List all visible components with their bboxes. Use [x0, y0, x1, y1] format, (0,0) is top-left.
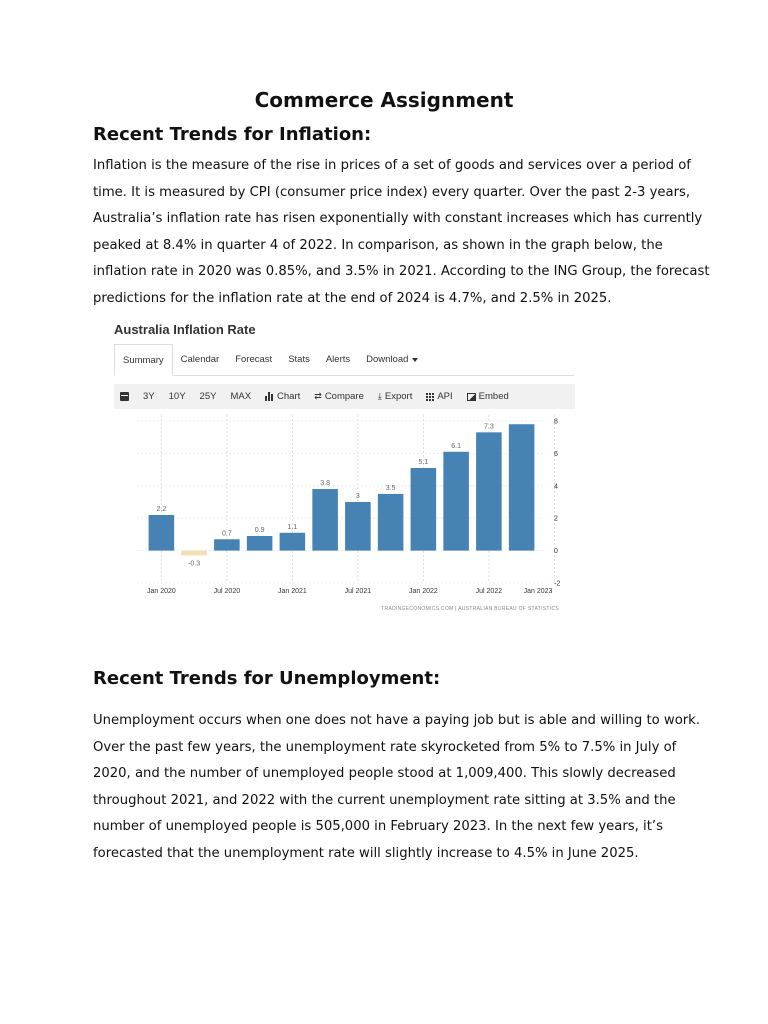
- bar-data-label: -0.3: [188, 560, 201, 568]
- api-button-label: API: [437, 391, 453, 402]
- bar-data-label: 3.5: [385, 484, 396, 492]
- x-tick-label: Jul 2022: [475, 588, 503, 595]
- unemployment-line: Unemployment occurs when one does not have a paying job but is able and willing to work.: [93, 713, 701, 728]
- range-25y-button[interactable]: 25Y: [199, 391, 217, 402]
- chart-bar: [214, 539, 240, 550]
- chart-bar: [378, 494, 404, 551]
- chart-button-label: Chart: [277, 391, 301, 402]
- y-tick-label: -2: [554, 580, 561, 588]
- tab-forecast[interactable]: Forecast: [235, 354, 273, 365]
- bar-data-label: 7.3: [484, 423, 494, 431]
- x-tick-label: Jul 2021: [344, 588, 372, 595]
- inflation-line: predictions for the inflation rate at the end of 2024 is 4.7%, and 2.5% in 2025.: [93, 290, 612, 306]
- bar-data-label: 6.1: [451, 442, 461, 450]
- tab-summary[interactable]: Summary: [114, 344, 173, 376]
- x-tick-label: Jan 2022: [408, 588, 438, 595]
- x-tick-label: Jan 2020: [146, 588, 176, 595]
- export-button-label: Export: [384, 391, 413, 402]
- inflation-line: Inflation is the measure of the rise in prices of a set of goods and services over a period of: [93, 158, 691, 173]
- tab-download-label: Download: [366, 354, 409, 365]
- unemployment-line: 2020, and the number of unemployed people stood at 1,009,400. This slowly decreased: [93, 766, 676, 782]
- bar-data-label: 2.2: [156, 505, 167, 513]
- chart-heading: Australia Inflation Rate: [114, 322, 256, 337]
- inflation-chart-widget: [110, 318, 580, 618]
- unemployment-line: Over the past few years, the unemployment rate skyrocketed from 5% to 7.5% in July of: [93, 739, 677, 755]
- chart-bar: [509, 424, 535, 550]
- shuffle-icon: ⇄: [314, 391, 322, 401]
- download-icon: ⤓: [377, 391, 382, 401]
- unemployment-line: throughout 2021, and 2022 with the current unemployment rate sitting at 3.5% and the: [93, 792, 676, 808]
- bar-data-label: 0.7: [222, 530, 232, 538]
- inflation-paragraph: [93, 153, 710, 313]
- inflation-line: peaked at 8.4% in quarter 4 of 2022. In comparison, as shown in the graph below, the: [93, 237, 663, 253]
- tab-calendar[interactable]: Calendar: [180, 354, 220, 365]
- inflation-line: time. It is measured by CPI (consumer price index) every quarter. Over the past 2-3 years,: [93, 184, 691, 200]
- unemployment-heading: Recent Trends for Unemployment:: [93, 668, 441, 689]
- y-tick-label: 4: [554, 483, 558, 491]
- range-3y-button[interactable]: 3Y: [143, 391, 155, 402]
- tab-stats[interactable]: Stats: [288, 354, 310, 365]
- chart-bar: [149, 515, 175, 551]
- chart-source: TRADINGECONOMICS.COM | AUSTRALIAN BUREAU OF STATISTICS: [381, 606, 559, 612]
- range-max-button[interactable]: MAX: [230, 391, 252, 402]
- chart-bar: [345, 502, 371, 551]
- range-10y-button[interactable]: 10Y: [168, 391, 186, 402]
- inflation-heading: Recent Trends for Inflation:: [93, 124, 372, 145]
- unemployment-line: number of unemployed people is 505,000 in February 2023. In the next few years, it’s: [93, 819, 663, 835]
- x-tick-label: Jan 2023: [523, 588, 553, 595]
- bar-data-label: 3: [355, 493, 360, 500]
- y-tick-label: 8: [554, 418, 558, 426]
- y-tick-label: 2: [554, 515, 558, 523]
- y-tick-label: 6: [554, 450, 558, 458]
- unemployment-line: forecasted that the unemployment rate will slightly increase to 4.5% in June 2025.: [93, 845, 639, 861]
- chart-bar: [476, 432, 502, 550]
- inflation-line: Australia’s inflation rate has risen exponentially with constant increases which has currently: [93, 211, 703, 227]
- y-tick-label: 0: [554, 548, 558, 556]
- document-title: Commerce Assignment: [254, 88, 514, 112]
- chart-bar: [312, 489, 338, 551]
- x-tick-label: Jul 2020: [213, 588, 241, 595]
- bar-data-label: 5.1: [418, 458, 429, 466]
- embed-button-label: Embed: [478, 391, 509, 402]
- chart-bar: [280, 533, 306, 551]
- compare-button-label: Compare: [324, 391, 364, 402]
- chart-bar: [411, 468, 437, 551]
- chart-bar: [247, 536, 273, 551]
- inflation-line: inflation rate in 2020 was 0.85%, and 3.5% in 2021. According to the ING Group, the forecast: [93, 264, 710, 280]
- unemployment-paragraph: [93, 708, 701, 868]
- tab-alerts[interactable]: Alerts: [325, 354, 351, 365]
- inflation-bar-chart: [110, 318, 580, 618]
- bar-data-label: 0.9: [254, 527, 265, 535]
- bar-data-label: 3.8: [320, 480, 330, 488]
- chart-bar: [181, 551, 207, 556]
- chart-bar: [443, 452, 469, 551]
- x-tick-label: Jan 2021: [277, 588, 307, 595]
- bar-data-label: 1.1: [287, 523, 298, 531]
